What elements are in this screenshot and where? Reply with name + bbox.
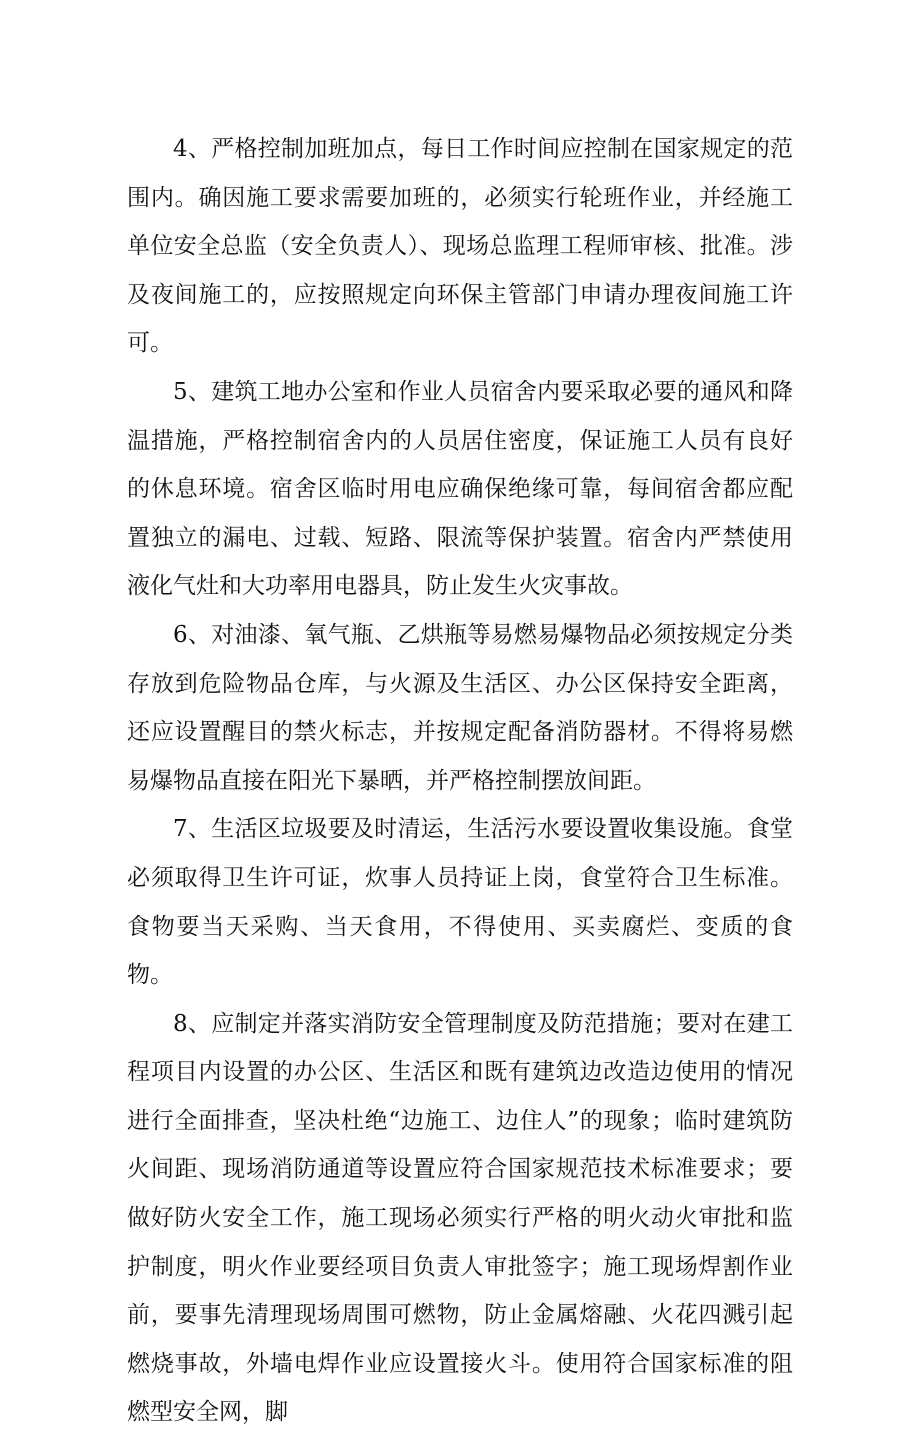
paragraph-item-5: 5、建筑工地办公室和作业人员宿舍内要采取必要的通风和降温措施，严格控制宿舍内的人员居住密度，保证施工人员有良好的休息环境。宿舍区临时用电应确保绝缘可靠，每间宿舍都应配置独立的漏电、过载、短路、限流等保护装置。宿舍内严禁使用液化气灶和大功率用电器具，防止发生火灾事故。: [127, 378, 793, 600]
paragraph-item-8: 8、应制定并落实消防安全管理制度及防范措施；要对在建工程项目内设置的办公区、生活区和既有建筑边改造边使用的情况进行全面排查，坚决杜绝“边施工、边住人”的现象；临时建筑防火间距、现场消防通道等设置应符合国家规范技术标准要求；要做好防火安全工作，施工现场必须实行严格的明火动火审批和监护制度，明火作业要经项目负责人审批签字；施工现场焊割作业前，要事先清理现场周围可燃物，防止金属熔融、火花四溅引起燃烧事故，外墙电焊作业应设置接火斗。使用符合国家标准的阻燃型安全网，脚: [127, 1010, 793, 1426]
paragraph-item-7: 7、生活区垃圾要及时清运，生活污水要设置收集设施。食堂必须取得卫生许可证，炊事人员持证上岗，食堂符合卫生标准。食物要当天采购、当天食用，不得使用、买卖腐烂、变质的食物。: [127, 816, 793, 989]
paragraph-item-6: 6、对油漆、氧气瓶、乙烘瓶等易燃易爆物品必须按规定分类存放到危险物品仓库，与火源及生活区、办公区保持安全距离，还应设置醒目的禁火标志，并按规定配备消防器材。不得将易燃易爆物品直接在阳光下暴晒，并严格控制摆放间距。: [127, 621, 793, 794]
document-body: [127, 125, 793, 1437]
paragraph-item-4: 4、严格控制加班加点，每日工作时间应控制在国家规定的范围内。确因施工要求需要加班的，必须实行轮班作业，并经施工单位安全总监（安全负责人）、现场总监理工程师审核、批准。涉及夜间施工的，应按照规定向环保主管部门申请办理夜间施工许可。: [127, 136, 793, 357]
